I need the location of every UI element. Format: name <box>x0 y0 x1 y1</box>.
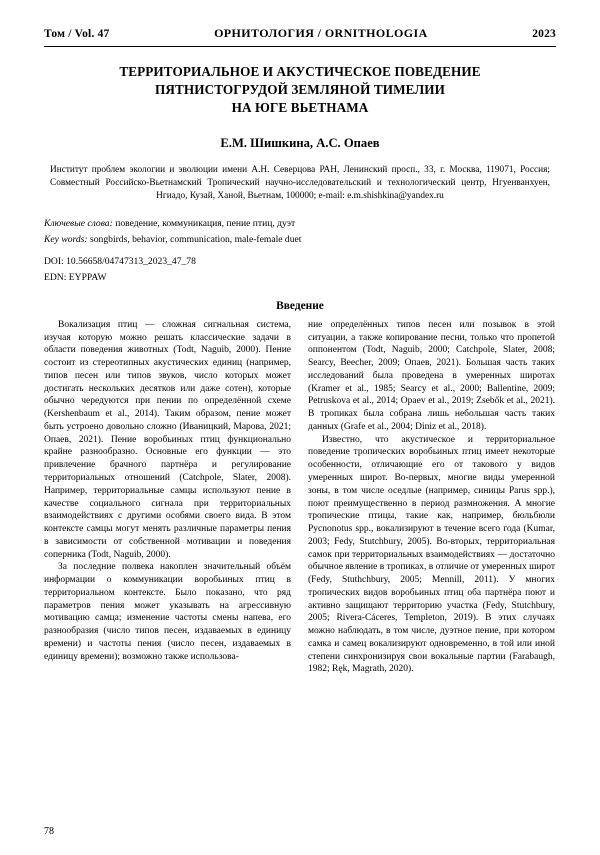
authors: Е.М. Шишкина, А.С. Опаев <box>220 135 380 150</box>
paragraph: Вокализация птиц — сложная сигнальная система, изучая которую можно решать классические задачи в области поведения животных (Todt, Naguib, 2000). Пение состоит из стереотипных акустических единиц (например, типов песен или типов звуков, число которых может достигать нескольких десятков или даже сотен), которые обычно чередуются при пении по определённой схеме (Kershenbaum et al., 2014). Таким образом, пение может быть устроено довольно сложно (Иваницкий, Марова, 2021; Опаев, 2021). Пение воробьиных птиц функционально крайне разнообразно. Основные его функции — это привлечение брачного партнёра и регулирование территориальных отношений (Catchpole, Slater, 2008). Например, территориальные самцы используют пение в качестве социального сигнала при территориальных взаимодействиях с другими особями своего вида. В этом контексте самцы могут менять различные параметры пения в зависимости от собственной мотивации и поведения соперника (Todt, Naguib, 2000). <box>44 319 291 560</box>
volume-label: Том / Vol. 47 <box>44 28 110 40</box>
paragraph: За последние полвека накоплен значительный объём информации о коммуникации воробьиных птиц в территориальном контексте. Было показано, что ряд параметров пения может указывать на агрессивную мотивацию самца; изменение частоты смены напева, его разнообразия (число типов песен, издаваемых в единицу времени) и частоты пения (число песен, издаваемых в единицу времени); возможно также использова- <box>44 562 291 662</box>
keywords-en <box>44 233 556 247</box>
title-line-2: ПЯТНИСТОГРУДОЙ ЗЕМЛЯНОЙ ТИМЕЛИИ <box>154 82 446 98</box>
body-columns <box>44 319 556 676</box>
right-column <box>308 319 555 676</box>
page-number: 78 <box>44 826 54 837</box>
keywords-en-label: Key words: <box>44 234 88 246</box>
header-divider <box>44 46 556 47</box>
keywords-ru <box>44 217 556 231</box>
edn: EDN: EYPPAW <box>44 272 107 284</box>
title-line-1: ТЕРРИТОРИАЛЬНОЕ И АКУСТИЧЕСКОЕ ПОВЕДЕНИЕ <box>119 64 481 79</box>
journal-title: ОРНИТОЛОГИЯ / ORNITHOLOGIA <box>214 26 428 40</box>
title-line-3: НА ЮГЕ ВЬЕТНАМА <box>231 100 369 116</box>
paragraph: Известно, что акустическое и территориальное поведение тропических воробьиных птиц имеет некоторые особенности, отличающие его от такового у видов умеренных широт. Во-первых, многие виды умеренной зоны, в том числе оседлые (например, синицы Parus spp.), поют преимущественно в период размножения. А многие тропические птицы, такие как, например, бюльбюли Pycnonotus spp., вокализируют в течение всего года (Kumar, 2003; Fedy, Stutchbury, 2005). Во-вторых, территориальная самок при территориальных взаимодействиях — достаточно обычное явление в тропиках, в отличие от умеренных широт (Fedy, Stuthchbury, 2005; Mennill, 2011). У многих тропических видов воробьиных птиц оба партнёра поют и активно защищают территорию участка (Fedy, Stutchbury, 2005; Rivera-Cáceres, Templeton, 2019). В этих случаях можно наблюдать, в том числе, дуэтное пение, при котором самка и самец вокализируют одновременно, в той или иной степени синхронизируя свои вокальные партии (Farabaugh, 1982; Ręk, Magrath, 2020). <box>308 434 555 675</box>
year-label: 2023 <box>532 28 556 40</box>
section-heading-introduction: Введение <box>276 299 324 312</box>
keywords-ru-value: поведение, коммуникация, пение птиц, дуэт <box>112 218 296 230</box>
paragraph: ние определённых типов песен или позывок в этой ситуации, а также копирование песни, только что пропетой оппонентом (Todt, Naguib, 2000; Catchpole, Slater, 2008; Searcy, Beecher, 2009; Опаев, 2021). Большая часть таких исследований была проведена в умеренных широтах (Kramer et al., 1985; Searcy et al., 2000; Ballentine, 2009; Petruskova et al., 2014; Opaev et al., 2019; Zsebők et al., 2021). В тропиках была собрана лишь небольшая часть таких данных (Grafe et al., 2004; Diniz et al., 2018). <box>308 319 555 432</box>
keywords-ru-label: Ключевые слова: <box>44 218 113 230</box>
left-column <box>44 319 291 676</box>
page-title <box>50 63 550 118</box>
keywords-en-value: songbirds, behavior, communication, male-female duet <box>87 234 302 246</box>
affiliation: Институт проблем экологии и эволюции имени А.Н. Северцова РАН, Ленинский просп., 33, г. Москва, 119071, Россия; Совместный Российско-Вьетнамский Тропический научно-исследовательский и технологический центр, Нгуенванхуен, Нгиадо, Кузай, Ханой, Вьетнам, 100000; e-mail: e.m.shishkina@yandex.ru <box>50 164 550 202</box>
running-head <box>44 26 556 46</box>
doi: DOI: 10.56658/04747313_2023_47_78 <box>44 256 196 268</box>
